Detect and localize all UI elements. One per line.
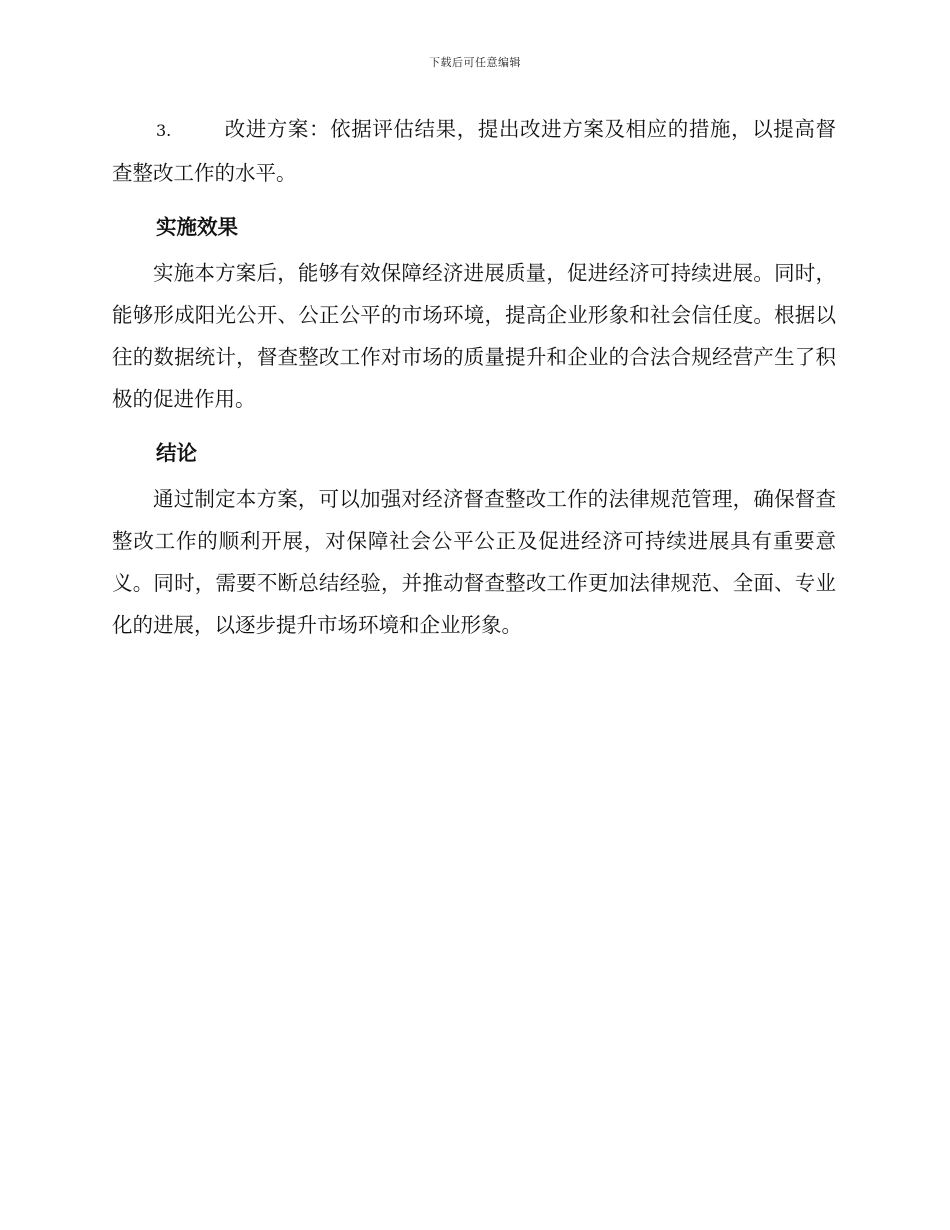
section-heading-effect: 实施效果 [156,215,238,239]
document-body [112,108,836,646]
effect-paragraph: 实施本方案后，能够有效保障经济进展质量，促进经济可持续进展。同时，能够形成阳光公开、公正公平的市场环境，提高企业形象和社会信任度。根据以往的数据统计，督查整改工作对市场的质量提升和企业的合法合规经营产生了积极的促进作用。 [112,261,836,411]
header-note: 下载后可任意编辑 [429,56,521,69]
list-item-number: 3. [156,121,172,140]
list-item-text: 改进方案：依据评估结果，提出改进方案及相应的措施，以提高督查整改工作的水平。 [112,117,836,185]
list-item-3 [112,108,836,194]
conclusion-paragraph: 通过制定本方案，可以加强对经济督查整改工作的法律规范管理，确保督查整改工作的顺利开展，对保障社会公平公正及促进经济可持续进展具有重要意义。同时，需要不断总结经验，并推动督查整改工作更加法律规范、全面、专业化的进展，以逐步提升市场环境和企业形象。 [112,487,836,637]
section-heading-conclusion: 结论 [156,441,197,465]
